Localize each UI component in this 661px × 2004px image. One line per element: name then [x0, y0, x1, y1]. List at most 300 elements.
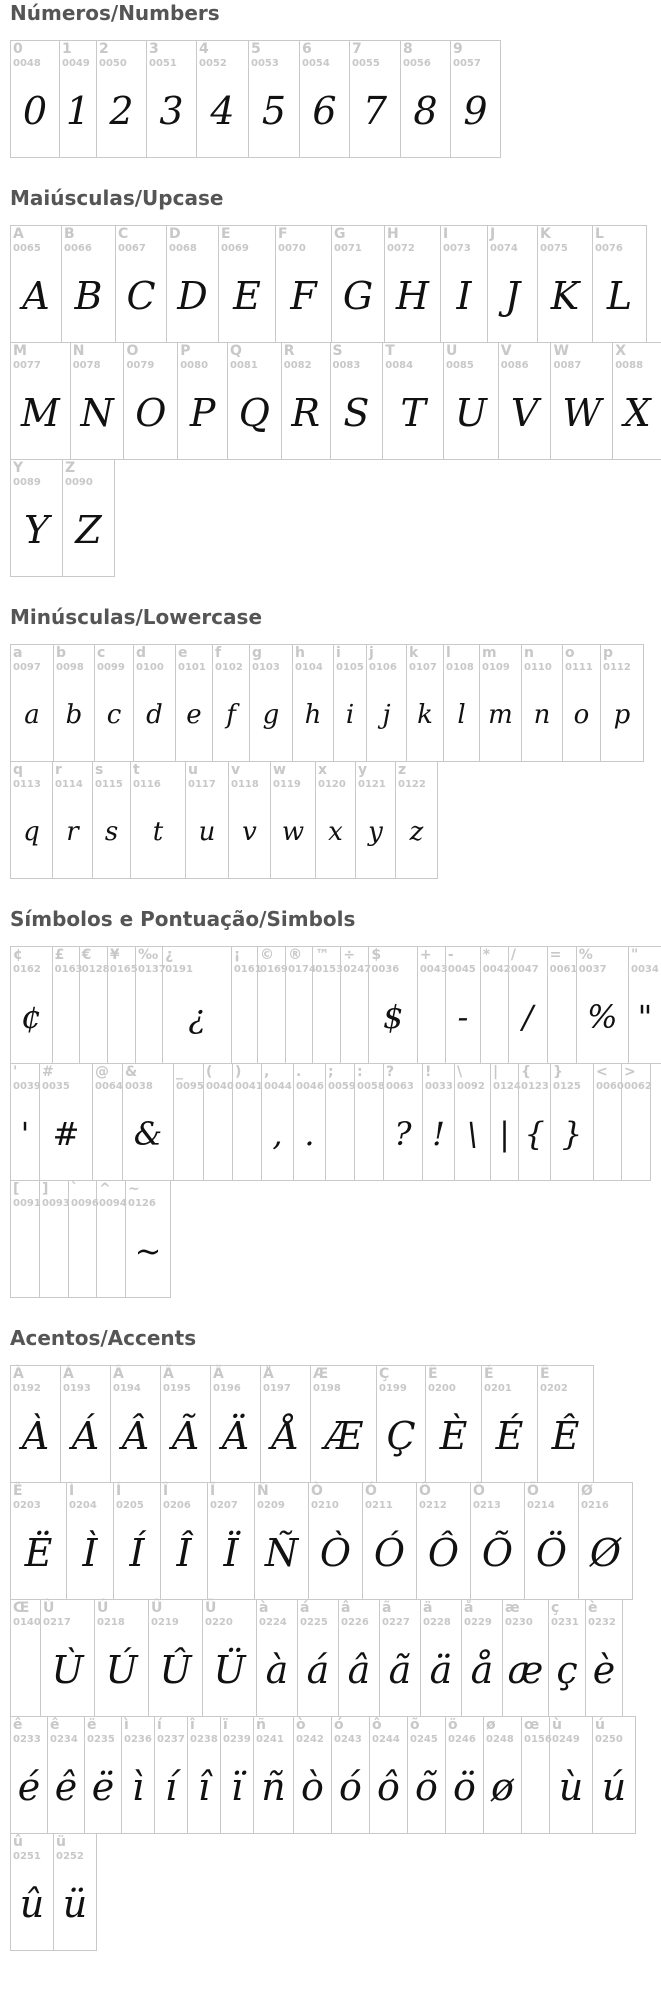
glyph-sample: i	[345, 700, 355, 730]
glyph-sample: â	[347, 1648, 371, 1692]
glyph-grid	[10, 644, 661, 878]
glyph-sample: õ	[415, 1765, 438, 1809]
glyph-cell	[325, 1063, 355, 1181]
glyph-sample: Û	[159, 1648, 192, 1692]
glyph-sample: U	[454, 391, 487, 435]
character-label: ?	[386, 1064, 395, 1080]
glyph-cell	[612, 342, 661, 460]
glyph-cell	[417, 946, 446, 1064]
character-code: 0202	[540, 1383, 568, 1394]
character-label: v	[231, 762, 241, 778]
character-label: Œ	[13, 1600, 30, 1616]
glyph-sample: Ô	[427, 1531, 460, 1575]
character-code: 0225	[300, 1617, 328, 1628]
character-label: Ï	[210, 1483, 216, 1499]
glyph-cell	[10, 1365, 61, 1483]
glyph-sample: ã	[388, 1648, 412, 1692]
character-code: 0050	[99, 58, 127, 69]
glyph-cell	[92, 1063, 123, 1181]
character-code: 0207	[210, 1500, 238, 1511]
glyph-cell	[68, 1180, 97, 1298]
character-label: à	[259, 1600, 269, 1616]
character-label: ï	[223, 1717, 228, 1733]
glyph-cell	[293, 1716, 332, 1834]
character-label: Ò	[311, 1483, 323, 1499]
glyph-sample: 8	[413, 89, 438, 133]
glyph-cell	[10, 761, 53, 879]
glyph-sample: M	[20, 391, 60, 435]
glyph-sample: O	[135, 391, 167, 435]
glyph-cell	[10, 644, 54, 762]
character-label: Q	[229, 343, 242, 359]
character-code: 0236	[124, 1734, 152, 1745]
character-code: 0161	[233, 964, 262, 975]
character-label: Ì	[69, 1483, 75, 1499]
glyph-sample: 1	[65, 89, 91, 133]
glyph-sample: \	[467, 1115, 478, 1153]
character-code: 0117	[188, 779, 216, 790]
character-label: 3	[149, 41, 159, 57]
glyph-cell	[232, 1063, 262, 1181]
character-label: 6	[302, 41, 312, 57]
glyph-cell	[10, 342, 71, 460]
character-label: I	[443, 226, 449, 242]
character-code: 0123	[521, 1081, 549, 1092]
glyph-sample: I	[456, 274, 472, 318]
character-label: Ó	[365, 1483, 377, 1499]
glyph-sample: h	[304, 700, 322, 730]
character-label: ÷	[343, 947, 356, 963]
character-code: 0068	[169, 243, 197, 254]
character-code: 0128	[81, 964, 110, 975]
glyph-sample: L	[606, 274, 633, 318]
character-code: 0038	[125, 1081, 153, 1092]
glyph-sample: m	[488, 700, 513, 730]
glyph-row	[10, 946, 661, 1063]
character-code: 0156	[524, 1734, 552, 1745]
character-code: 0234	[50, 1734, 78, 1745]
section-simbols	[10, 906, 661, 1297]
glyph-cell	[160, 1482, 208, 1600]
character-label: è	[588, 1600, 598, 1616]
character-code: 0103	[252, 662, 280, 673]
character-code: 0052	[199, 58, 227, 69]
character-code: 0198	[313, 1383, 341, 1394]
character-label: å	[464, 1600, 474, 1616]
glyph-sample: Ó	[373, 1531, 406, 1575]
glyph-cell	[196, 40, 249, 158]
glyph-cell	[10, 1180, 40, 1298]
glyph-cell	[66, 1482, 114, 1600]
character-label: y	[358, 762, 368, 778]
character-label: Õ	[473, 1483, 485, 1499]
character-code: 0037	[578, 964, 607, 975]
character-label: Z	[65, 460, 76, 476]
character-label: Í	[116, 1483, 122, 1499]
character-code: 0096	[71, 1198, 99, 1209]
glyph-cell	[203, 1063, 233, 1181]
glyph-sample: í	[164, 1765, 178, 1809]
character-label: œ	[524, 1717, 540, 1733]
glyph-sample: -	[457, 998, 469, 1036]
character-label: Ë	[13, 1483, 23, 1499]
character-label: P	[180, 343, 191, 359]
glyph-cell	[293, 1063, 326, 1181]
character-code: 0059	[328, 1081, 356, 1092]
glyph-cell	[425, 1365, 482, 1483]
character-label: ¡	[233, 947, 241, 963]
glyph-cell	[281, 342, 331, 460]
character-code: 0099	[97, 662, 125, 673]
character-label: ü	[56, 1834, 66, 1850]
character-label: $	[371, 947, 382, 963]
glyph-row	[10, 459, 661, 576]
glyph-sample: ï	[230, 1765, 244, 1809]
character-code: 0102	[215, 662, 243, 673]
character-code: 0241	[256, 1734, 284, 1745]
glyph-sample: À	[21, 1414, 50, 1458]
character-code: 0079	[126, 360, 155, 371]
character-label: ò	[296, 1717, 306, 1733]
character-code: 0066	[64, 243, 92, 254]
character-code: 0045	[447, 964, 476, 975]
character-label: Æ	[313, 1366, 329, 1382]
glyph-cell	[61, 225, 116, 343]
glyph-cell	[355, 761, 396, 879]
glyph-cell	[187, 1716, 221, 1834]
glyph-cell	[177, 342, 228, 460]
character-code: 0217	[43, 1617, 71, 1628]
character-label: i	[336, 645, 341, 661]
character-code: 0227	[382, 1617, 410, 1628]
character-label: A	[13, 226, 24, 242]
character-code: 0063	[386, 1081, 414, 1092]
glyph-sample: ñ	[261, 1765, 286, 1809]
character-code: 0246	[448, 1734, 476, 1745]
glyph-cell	[600, 644, 644, 762]
glyph-sample: Í	[129, 1531, 145, 1575]
glyph-sample: ú	[601, 1765, 627, 1809]
glyph-cell	[407, 1716, 446, 1834]
glyph-cell	[382, 342, 444, 460]
character-label: ,	[264, 1064, 270, 1080]
glyph-sample: æ	[507, 1648, 544, 1692]
glyph-cell	[362, 1482, 417, 1600]
character-label: u	[188, 762, 198, 778]
character-label: ë	[87, 1717, 97, 1733]
glyph-sample: Ù	[51, 1648, 84, 1692]
character-code: 0203	[13, 1500, 41, 1511]
character-code: 0067	[118, 243, 146, 254]
glyph-sample: ù	[558, 1765, 584, 1809]
character-label: Ê	[540, 1366, 550, 1382]
character-label: Î	[163, 1483, 169, 1499]
glyph-sample: Ê	[551, 1414, 580, 1458]
glyph-cell	[461, 1599, 503, 1717]
glyph-sample: !	[432, 1115, 445, 1153]
character-label: Á	[63, 1366, 74, 1382]
character-code: 0058	[357, 1081, 385, 1092]
glyph-sample: Á	[71, 1414, 100, 1458]
character-label: &	[125, 1064, 138, 1080]
glyph-cell	[212, 644, 250, 762]
glyph-cell	[10, 1833, 54, 1951]
character-code: 0193	[63, 1383, 91, 1394]
glyph-sample: f	[226, 700, 236, 730]
character-code: 0165	[109, 964, 138, 975]
character-code: 0230	[505, 1617, 533, 1628]
character-code: 0126	[128, 1198, 156, 1209]
character-label: o	[565, 645, 575, 661]
glyph-cell	[275, 225, 332, 343]
glyph-sample: o	[573, 700, 590, 730]
glyph-cell	[308, 1482, 363, 1600]
glyph-sample: é	[17, 1765, 41, 1809]
glyph-sample: ä	[429, 1648, 453, 1692]
glyph-sample: Å	[271, 1414, 300, 1458]
character-label: %	[578, 947, 593, 963]
character-label: s	[95, 762, 104, 778]
glyph-cell	[162, 946, 232, 1064]
character-code: 0072	[387, 243, 415, 254]
glyph-grid	[10, 40, 661, 157]
character-label: r	[55, 762, 62, 778]
glyph-cell	[548, 1599, 586, 1717]
character-code: 0125	[553, 1081, 581, 1092]
glyph-cell	[133, 644, 176, 762]
sections-container	[10, 0, 661, 1950]
glyph-sample: V	[510, 391, 539, 435]
glyph-sample: ô	[377, 1765, 400, 1809]
character-label: Å	[263, 1366, 274, 1382]
glyph-grid	[10, 225, 661, 576]
character-code: 0090	[65, 477, 93, 488]
glyph-cell	[445, 946, 481, 1064]
glyph-sample: $	[382, 998, 404, 1036]
character-code: 0046	[296, 1081, 324, 1092]
glyph-sample: B	[74, 274, 103, 318]
character-code: 0238	[190, 1734, 218, 1745]
glyph-cell	[537, 1365, 594, 1483]
character-code: 0245	[410, 1734, 438, 1745]
character-label: '	[13, 1064, 18, 1080]
glyph-sample: H	[395, 274, 430, 318]
character-code: 0116	[133, 779, 161, 790]
character-code: 0033	[425, 1081, 453, 1092]
glyph-sample: D	[177, 274, 208, 318]
character-code: 0064	[95, 1081, 123, 1092]
character-code: 0106	[369, 662, 397, 673]
character-label: 5	[251, 41, 261, 57]
glyph-sample: ë	[91, 1765, 115, 1809]
character-label: H	[387, 226, 399, 242]
glyph-cell	[479, 644, 522, 762]
glyph-cell	[70, 342, 125, 460]
glyph-sample: ¿	[188, 998, 206, 1036]
character-code: 0124	[493, 1081, 521, 1092]
glyph-sample: 7	[362, 89, 388, 133]
glyph-cell	[443, 644, 480, 762]
character-code: 0092	[457, 1081, 485, 1092]
character-label: c	[97, 645, 106, 661]
glyph-cell	[10, 459, 63, 577]
glyph-sample: Ì	[82, 1531, 98, 1575]
glyph-row	[10, 1599, 661, 1716]
character-label: W	[553, 343, 569, 359]
character-code: 0118	[231, 779, 259, 790]
character-label: e	[178, 645, 188, 661]
glyph-sample: u	[198, 817, 216, 847]
glyph-cell	[354, 1063, 384, 1181]
character-code: 0212	[419, 1500, 447, 1511]
character-code: 0233	[13, 1734, 41, 1745]
character-code: 0089	[13, 477, 41, 488]
glyph-cell	[166, 225, 219, 343]
glyph-cell	[207, 1482, 255, 1600]
glyph-sample: b	[65, 700, 83, 730]
character-code: 0228	[423, 1617, 451, 1628]
glyph-sample: 3	[159, 89, 184, 133]
glyph-cell	[96, 1180, 126, 1298]
character-label: O	[126, 343, 139, 359]
glyph-cell	[202, 1599, 257, 1717]
character-code: 0078	[72, 360, 101, 371]
glyph-cell	[420, 1599, 462, 1717]
glyph-sample: Ï	[223, 1531, 239, 1575]
glyph-sample: 6	[312, 89, 337, 133]
glyph-row	[10, 644, 661, 761]
character-code: 0110	[524, 662, 552, 673]
character-code: 0083	[332, 360, 361, 371]
glyph-row	[10, 40, 661, 157]
glyph-sample: 2	[109, 89, 134, 133]
glyph-cell	[257, 946, 286, 1064]
glyph-cell	[366, 644, 407, 762]
glyph-sample: ç	[556, 1648, 578, 1692]
character-label: ç	[551, 1600, 560, 1616]
glyph-sample: j	[382, 700, 391, 730]
character-label: Y	[13, 460, 24, 476]
glyph-sample: Ç	[386, 1414, 416, 1458]
glyph-row	[10, 225, 661, 342]
glyph-sample: &	[133, 1115, 163, 1153]
character-code: 0065	[13, 243, 41, 254]
character-label: {	[521, 1064, 531, 1080]
character-code: 0069	[221, 243, 249, 254]
glyph-sample: Ö	[535, 1531, 568, 1575]
section-lowercase	[10, 604, 661, 878]
glyph-sample: %	[587, 998, 618, 1036]
glyph-cell	[270, 761, 316, 879]
character-code: 0091	[13, 1198, 41, 1209]
glyph-grid	[10, 1365, 661, 1950]
character-label: l	[446, 645, 451, 661]
glyph-row	[10, 1365, 661, 1482]
glyph-cell	[148, 1599, 203, 1717]
glyph-row	[10, 1063, 661, 1180]
character-code: 0095	[176, 1081, 204, 1092]
character-code: 0210	[311, 1500, 339, 1511]
glyph-cell	[454, 1063, 491, 1181]
character-label: L	[595, 226, 604, 242]
character-code: 0153	[315, 964, 344, 975]
character-code: 0214	[527, 1500, 555, 1511]
character-label: -	[447, 947, 454, 963]
section-numbers	[10, 0, 661, 157]
glyph-cell	[113, 1482, 161, 1600]
character-code: 0041	[235, 1081, 263, 1092]
glyph-cell	[249, 644, 293, 762]
character-code: 0088	[615, 360, 644, 371]
glyph-cell	[578, 1482, 633, 1600]
section-accents	[10, 1325, 661, 1950]
character-label: a	[13, 645, 23, 661]
glyph-sample: Õ	[481, 1531, 514, 1575]
glyph-cell	[487, 225, 538, 343]
glyph-cell	[59, 40, 97, 158]
character-code: 0209	[257, 1500, 285, 1511]
glyph-cell	[261, 1063, 294, 1181]
glyph-sample: 0	[22, 89, 48, 133]
glyph-cell	[10, 1063, 40, 1181]
character-label: S	[332, 343, 343, 359]
glyph-sample: Ä	[221, 1414, 250, 1458]
glyph-cell	[502, 1599, 549, 1717]
character-label: û	[13, 1834, 23, 1850]
character-label: k	[409, 645, 419, 661]
glyph-cell	[62, 459, 115, 577]
glyph-sample: ,	[272, 1115, 283, 1153]
character-code: 0219	[151, 1617, 179, 1628]
glyph-sample: /	[522, 998, 534, 1036]
glyph-cell	[40, 1599, 95, 1717]
glyph-sample: e	[186, 700, 202, 730]
character-code: 0051	[149, 58, 177, 69]
glyph-cell	[53, 644, 95, 762]
glyph-sample: ò	[301, 1765, 324, 1809]
character-code: 0080	[180, 360, 209, 371]
character-code: 0044	[264, 1081, 292, 1092]
character-label: w	[273, 762, 286, 778]
character-label: ä	[423, 1600, 433, 1616]
character-code: 0206	[163, 1500, 191, 1511]
character-label: ì	[124, 1717, 129, 1733]
character-code: 0235	[87, 1734, 115, 1745]
glyph-cell	[498, 342, 552, 460]
character-code: 0035	[42, 1081, 70, 1092]
glyph-sample: å	[470, 1648, 494, 1692]
glyph-sample: Ü	[213, 1648, 246, 1692]
glyph-sample: y	[368, 817, 383, 847]
glyph-cell	[384, 225, 441, 343]
character-label: n	[524, 645, 534, 661]
character-label: Ø	[581, 1483, 593, 1499]
glyph-sample: S	[343, 391, 370, 435]
glyph-cell	[445, 1716, 484, 1834]
glyph-sample: Ë	[24, 1531, 53, 1575]
character-code: 0196	[213, 1383, 241, 1394]
character-label: /	[510, 947, 517, 963]
character-label: G	[334, 226, 346, 242]
glyph-sample: #	[52, 1115, 80, 1153]
glyph-cell	[562, 644, 601, 762]
character-label: |	[493, 1064, 499, 1080]
character-code: 0074	[490, 243, 518, 254]
character-label: :	[357, 1064, 363, 1080]
glyph-cell	[52, 761, 93, 879]
glyph-cell	[60, 1365, 111, 1483]
character-label: Ú	[97, 1600, 109, 1616]
